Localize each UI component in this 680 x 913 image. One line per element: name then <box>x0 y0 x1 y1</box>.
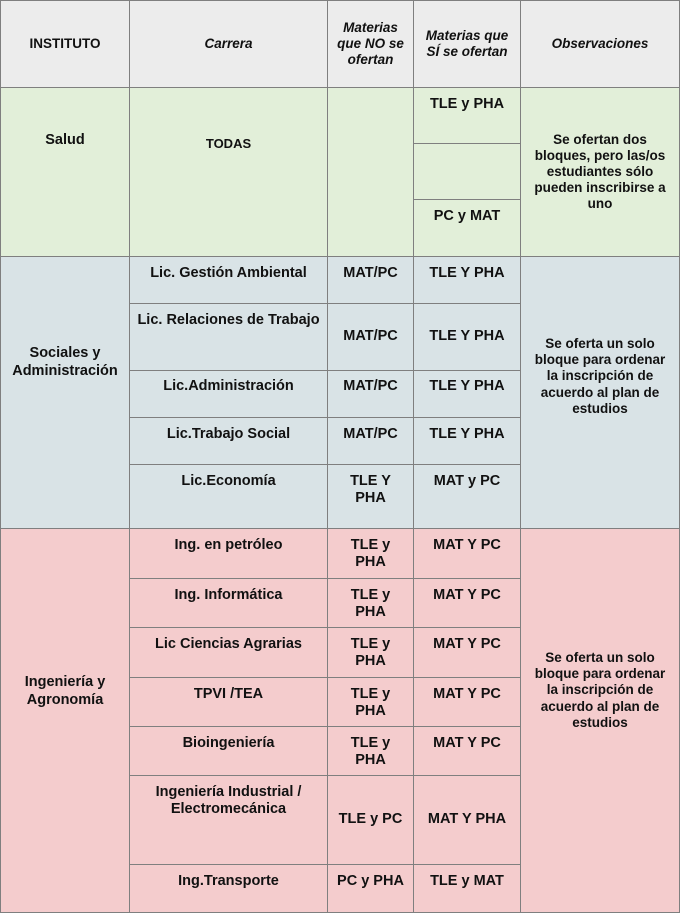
table-row: PC y PHA <box>327 864 414 913</box>
header-carrera: Carrera <box>129 0 328 88</box>
salud-materias-si-2 <box>413 143 521 200</box>
table-row: Ing.Transporte <box>129 864 328 913</box>
table-row: MAT Y PC <box>413 578 521 628</box>
table-row: TLE y PHA <box>327 627 414 678</box>
salud-carrera: TODAS <box>129 87 328 257</box>
table-row: MAT Y PC <box>413 677 521 727</box>
table-row: Lic.Trabajo Social <box>129 417 328 465</box>
table-row: TLE Y PHA <box>413 370 521 418</box>
table-row: Lic. Gestión Ambiental <box>129 256 328 304</box>
table-row: Lic.Administración <box>129 370 328 418</box>
table-row: Ing. en petróleo <box>129 528 328 579</box>
table-row: TLE y PHA <box>327 726 414 776</box>
table-row: TPVI /TEA <box>129 677 328 727</box>
table-row: TLE y PHA <box>327 528 414 579</box>
table-row: MAT/PC <box>327 256 414 304</box>
table-row: Bioingeniería <box>129 726 328 776</box>
salud-observaciones: Se ofertan dos bloques, pero las/os estudiantes sólo pueden inscribirse a uno <box>520 87 680 257</box>
table-row: TLE Y PHA <box>327 464 414 529</box>
table-row: MAT Y PC <box>413 528 521 579</box>
table-row: MAT/PC <box>327 370 414 418</box>
table-row: MAT/PC <box>327 303 414 371</box>
header-observaciones: Observaciones <box>520 0 680 88</box>
salud-materias-no <box>327 87 414 257</box>
table-row: MAT/PC <box>327 417 414 465</box>
table-row: Lic Ciencias Agrarias <box>129 627 328 678</box>
table-row: TLE Y PHA <box>413 256 521 304</box>
header-instituto: INSTITUTO <box>0 0 130 88</box>
table-row: TLE y PHA <box>327 578 414 628</box>
table-row: TLE y PHA <box>327 677 414 727</box>
table-row: TLE y MAT <box>413 864 521 913</box>
table-row: Lic. Relaciones de Trabajo <box>129 303 328 371</box>
sociales-instituto: Sociales y Administración <box>0 256 130 529</box>
salud-instituto: Salud <box>0 87 130 257</box>
table-row: TLE Y PHA <box>413 303 521 371</box>
table-row: Ingeniería Industrial / Electromecánica <box>129 775 328 865</box>
ingenieria-instituto: Ingeniería y Agronomía <box>0 528 130 913</box>
header-materias-no: Materias que NO se ofertan <box>327 0 414 88</box>
table-row: Ing. Informática <box>129 578 328 628</box>
table-row: MAT Y PHA <box>413 775 521 865</box>
table-row: TLE y PC <box>327 775 414 865</box>
header-materias-si: Materias que SÍ se ofertan <box>413 0 521 88</box>
ingenieria-observaciones: Se oferta un solo bloque para ordenar la inscripción de acuerdo al plan de estudios <box>520 528 680 913</box>
salud-materias-si-1: TLE y PHA <box>413 87 521 144</box>
table-row: Lic.Economía <box>129 464 328 529</box>
sociales-observaciones: Se oferta un solo bloque para ordenar la inscripción de acuerdo al plan de estudios <box>520 256 680 529</box>
table-row: MAT Y PC <box>413 726 521 776</box>
table-row: MAT Y PC <box>413 627 521 678</box>
table-row: MAT y PC <box>413 464 521 529</box>
salud-materias-si-3: PC y MAT <box>413 199 521 257</box>
table-row: TLE Y PHA <box>413 417 521 465</box>
